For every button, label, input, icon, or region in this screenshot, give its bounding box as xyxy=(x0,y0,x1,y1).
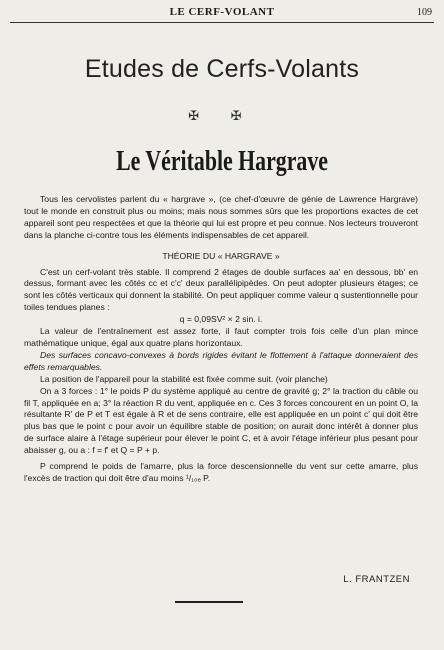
running-title: LE CERF-VOLANT xyxy=(169,6,275,18)
section-title: Etudes de Cerfs-Volants xyxy=(84,55,360,83)
intro-paragraph: Tous les cervolistes parlent du « hargrave », (ce chef-d'œuvre de génie de Lawrence Hargrave) tout le monde en construit plus ou moins; mais nous sommes sûrs que les proportions exactes de cet appareil sont peu respectées et que la théorie qui lui est propre et peu connue. Nos lecteurs trouveront dans la planche ci-contre tous les éléments indispensables de cet appareil. xyxy=(24,194,418,240)
article-title: Le Véritable Hargrave xyxy=(116,146,328,177)
paragraph-position: La position de l'appareil pour la stabilité est fixée comme suit. (voir planche) xyxy=(40,373,328,384)
page-number: 109 xyxy=(417,7,432,18)
running-header xyxy=(10,6,434,23)
paragraph-structure: C'est un cerf-volant très stable. Il comprend 2 étages de double surfaces aa' en dessous, bb' en dessus, formant avec les côtés cc et c'c' deux parallélipipèdes. On peut adopter plusieurs étages; ce sont les côtés verticaux qui donnent la stabilité. On peut appliquer comme valeur q sustentionnelle pour toiles tendues planes : xyxy=(24,266,418,313)
paragraph-surfaces: Des surfaces concavo-convexes à bords rigides évitant le flottement à l'attaque donneraient des effets remarquables. xyxy=(24,349,418,372)
theory-subheading: THÉORIE DU « HARGRAVE » xyxy=(162,250,280,261)
ornament-icon: ✠ ✠ xyxy=(188,108,256,123)
author-signature: L. FRANTZEN xyxy=(343,574,410,585)
paragraph-forces: On a 3 forces : 1° le poids P du système appliqué au centre de gravité g; 2° la traction du câble ou fil T, appliquée en a; 3° la réaction R du vent, appliquée en c. Ces 3 forces concourent en un point O, la résultante R' de P et T est égale à R et de sens contraire, elle est appliquée en un point c' qui doit être plus bas que le point c pour avoir un équilibre stable de position; on aurait donc intérêt à donner plus de surface alaire à l'étage supérieur pour élever le point C, et à avoir l'étage inférieur plus pesant pour abaisser g, ou a : f = f' et Q = P + p. xyxy=(24,385,418,456)
lift-formula: q = 0,09SV² × 2 sin. i. xyxy=(179,314,263,325)
paragraph-weight: P comprend le poids de l'amarre, plus la force descensionnelle du vent sur cette amarre, plus l'excès de traction qui doit être d'au moins ¹/₁₀ₑ P. xyxy=(24,461,418,483)
end-rule xyxy=(175,601,243,603)
paragraph-drag: La valeur de l'entraînement est assez forte, il faut compter trois fois celle d'un plan mince mathématique unique, égal aux quatre plans horizontaux. xyxy=(24,326,418,348)
article-body xyxy=(24,194,418,485)
